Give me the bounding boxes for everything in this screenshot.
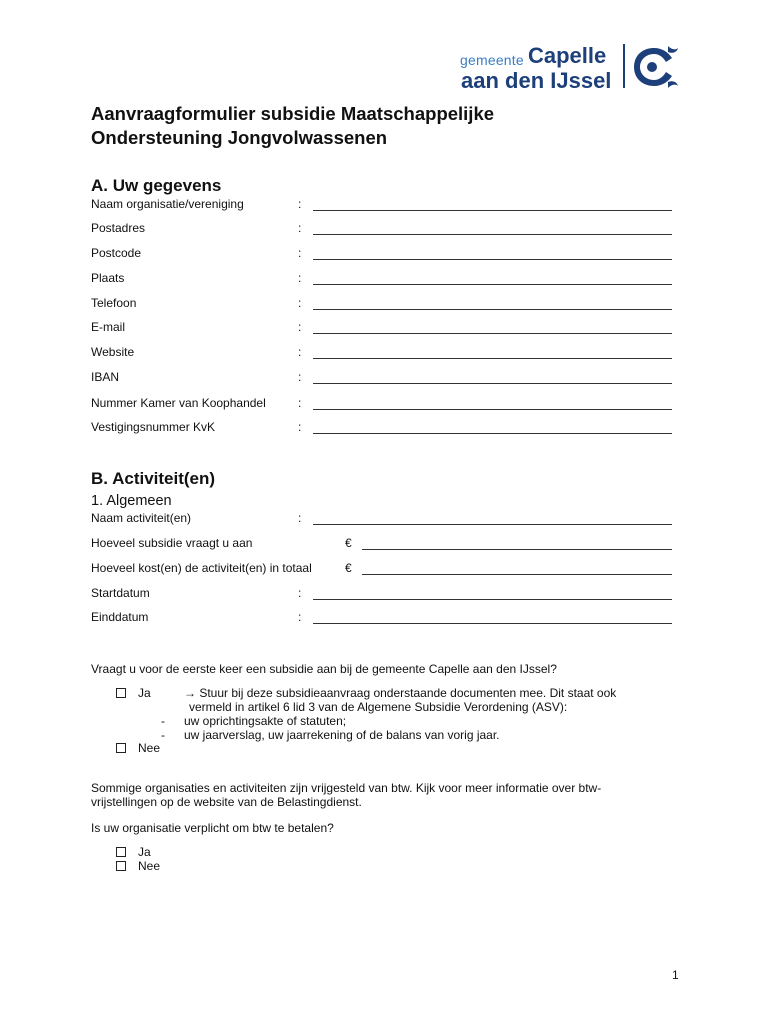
field-label: Naam organisatie/vereniging	[91, 197, 244, 211]
field-label: E-mail	[91, 320, 126, 334]
input-line[interactable]	[313, 358, 672, 359]
page-number: 1	[672, 968, 679, 982]
field-label: Postcode	[91, 246, 142, 260]
field-colon: :	[298, 296, 302, 310]
section-a-heading: A. Uw gegevens	[91, 176, 222, 195]
field-label: Hoeveel subsidie vraagt u aan	[91, 536, 253, 550]
checkbox-first-time-no[interactable]	[116, 743, 126, 753]
input-line[interactable]	[313, 433, 672, 434]
option-btw-no: Nee	[138, 859, 161, 873]
municipality-logo	[458, 42, 680, 94]
field-colon: :	[298, 420, 302, 434]
input-line[interactable]	[362, 549, 672, 550]
input-line[interactable]	[313, 409, 672, 410]
field-colon: :	[298, 271, 302, 285]
logo-prefix: gemeente	[460, 52, 524, 68]
bullet-dash: -	[161, 728, 165, 742]
field-colon: :	[298, 610, 302, 624]
form-title	[91, 102, 651, 150]
question-btw: Is uw organisatie verplicht om btw te betalen?	[91, 821, 334, 835]
field-label: IBAN	[91, 370, 120, 384]
field-label: Vestigingsnummer KvK	[91, 420, 216, 434]
euro-sign: €	[345, 536, 352, 550]
input-line[interactable]	[313, 259, 672, 260]
btw-info-line2: vrijstellingen op de website van de Belastingdienst.	[91, 795, 362, 809]
field-colon: :	[298, 370, 302, 384]
field-colon: :	[298, 197, 302, 211]
field-label: Einddatum	[91, 610, 149, 624]
input-line[interactable]	[313, 210, 672, 211]
field-colon: :	[298, 320, 302, 334]
field-colon: :	[298, 586, 302, 600]
field-colon: :	[298, 511, 302, 525]
field-label: Plaats	[91, 271, 125, 285]
input-line[interactable]	[313, 623, 672, 624]
btw-info-line1: Sommige organisaties en activiteiten zijn vrijgesteld van btw. Kijk voor meer informatie over btw-	[91, 781, 602, 795]
input-line[interactable]	[362, 574, 672, 575]
fish-emblem-icon	[628, 42, 680, 92]
checkbox-btw-no[interactable]	[116, 861, 126, 871]
field-label: Startdatum	[91, 586, 150, 600]
instruction-line2: vermeld in artikel 6 lid 3 van de Algemene Subsidie Verordening (ASV):	[189, 700, 568, 714]
option-btw-yes: Ja	[138, 845, 151, 859]
field-colon: :	[298, 396, 302, 410]
field-label: Telefoon	[91, 296, 137, 310]
euro-sign: €	[345, 561, 352, 575]
logo-line2: aan den IJssel	[461, 68, 612, 93]
form-title-line1: Aanvraagformulier subsidie Maatschappelijke	[91, 103, 495, 124]
checkbox-btw-yes[interactable]	[116, 847, 126, 857]
input-line[interactable]	[313, 524, 672, 525]
logo-name: Capelle	[528, 43, 607, 68]
field-label: Postadres	[91, 221, 146, 235]
field-label: Nummer Kamer van Koophandel	[91, 396, 266, 410]
section-b-subheading: 1. Algemeen	[91, 493, 172, 509]
bullet-dash: -	[161, 714, 165, 728]
input-line[interactable]	[313, 599, 672, 600]
form-title-line2: Ondersteuning Jongvolwassenen	[91, 127, 388, 148]
logo-divider	[623, 44, 625, 88]
section-b-heading: B. Activiteit(en)	[91, 469, 216, 488]
instruction-line1: → Stuur bij deze subsidieaanvraag onderstaande documenten mee. Dit staat ook	[184, 686, 617, 700]
field-label: Website	[91, 345, 135, 359]
field-colon: :	[298, 345, 302, 359]
bullet-statuten: uw oprichtingsakte of statuten;	[184, 714, 347, 728]
option-first-time-yes: Ja	[138, 686, 151, 700]
input-line[interactable]	[313, 309, 672, 310]
field-colon: :	[298, 246, 302, 260]
input-line[interactable]	[313, 284, 672, 285]
field-label: Naam activiteit(en)	[91, 511, 192, 525]
option-first-time-no: Nee	[138, 741, 161, 755]
question-first-time: Vraagt u voor de eerste keer een subsidie aan bij de gemeente Capelle aan den IJssel?	[91, 662, 557, 676]
bullet-jaarverslag: uw jaarverslag, uw jaarrekening of de balans van vorig jaar.	[184, 728, 500, 742]
input-line[interactable]	[313, 333, 672, 334]
input-line[interactable]	[313, 383, 672, 384]
input-line[interactable]	[313, 234, 672, 235]
checkbox-first-time-yes[interactable]	[116, 688, 126, 698]
field-colon: :	[298, 221, 302, 235]
field-label: Hoeveel kost(en) de activiteit(en) in totaal	[91, 561, 312, 575]
